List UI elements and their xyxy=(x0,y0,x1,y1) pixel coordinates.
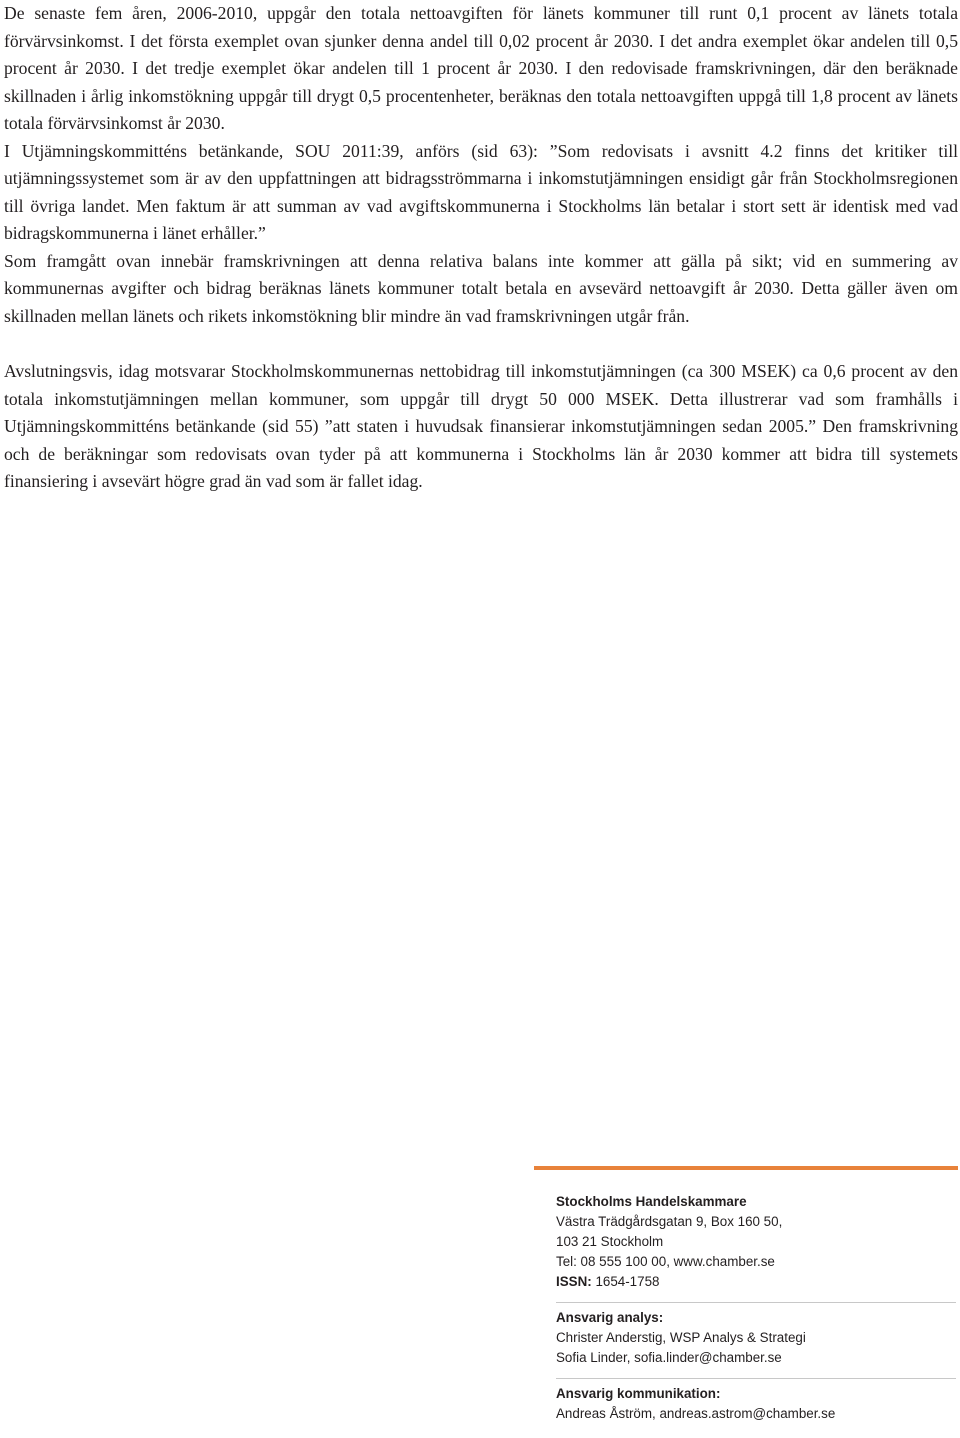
paragraph-conclusion: Avslutningsvis, idag motsvarar Stockholmskommunernas nettobidrag till inkomstutjämningen (ca 300 MSEK) ca 0,6 procent av den totala inkomstutjämningen mellan kommuner, som uppgår till drygt 50 000 MSEK. Detta illustrerar vad som framhålls i Utjämningskommitténs betänkande (sid 55) ”att staten i huvudsak finansierar inkomstutjämningen sedan 2005.” Den framskrivning och de beräkningar som redovisats ovan tyder på att kommunerna i Stockholms län år 2030 kommer att bidra till systemets finansiering i avsevärt högre grad än vad som är fallet idag. xyxy=(4,361,958,491)
org-name: Stockholms Handelskammare xyxy=(556,1194,747,1209)
paragraph-projection: Som framgått ovan innebär framskrivningen att denna relativa balans inte kommer att gälla på sikt; vid en summering av kommunernas avgifter och bidrag beräknas länets kommuner totalt betala en avsevärd nettoavgift år 2030. Detta gäller även om skillnaden mellan länets och rikets inkomstökning blir mindre än vad framskrivningen utgår från. xyxy=(4,250,958,326)
paragraph-net-fee: De senaste fem åren, 2006-2010, uppgår den totala nettoavgiften för länets kommuner till runt 0,1 procent av länets totala förvärvsinkomst. I det första exemplet ovan sjunker denna andel till 0,02 procent år 2030. I det andra exemplet ökar andelen till 0,5 procent år 2030. I det tredje exemplet ökar andelen till 1 procent år 2030. I den redovisade framskrivningen, där den beräknade skillnaden i årlig inkomstökning uppgår till drygt 0,5 procentenheter, beräknas den totala nettoavgiften uppgå till 1,8 procent av länets totala förvärvsinkomst år 2030. xyxy=(4,3,958,133)
publisher-info xyxy=(556,1192,956,1292)
address-line-1: Västra Trädgårdsgatan 9, Box 160 50, xyxy=(556,1214,783,1229)
analysis-credits xyxy=(556,1308,956,1368)
communication-heading: Ansvarig kommunikation: xyxy=(556,1386,721,1401)
communication-person: Andreas Åström, andreas.astrom@chamber.se xyxy=(556,1406,836,1421)
publisher-footer xyxy=(534,1166,958,1421)
contact-line: Tel: 08 555 100 00, www.chamber.se xyxy=(556,1254,775,1269)
communication-credits xyxy=(556,1384,956,1424)
analysis-person-1: Christer Anderstig, WSP Analys & Strategi xyxy=(556,1330,806,1345)
issn-value: 1654-1758 xyxy=(591,1274,660,1289)
analysis-heading: Ansvarig analys: xyxy=(556,1310,664,1325)
issn-line xyxy=(556,1272,956,1292)
footer-accent-rule xyxy=(534,1166,958,1170)
analysis-person-2: Sofia Linder, sofia.linder@chamber.se xyxy=(556,1350,782,1365)
footer-divider-1 xyxy=(556,1302,956,1303)
address-line-2: 103 21 Stockholm xyxy=(556,1234,664,1249)
issn-label: ISSN: xyxy=(556,1274,592,1289)
paragraph-committee-quote: I Utjämningskommitténs betänkande, SOU 2011:39, anförs (sid 63): ”Som redovisats i avsnitt 4.2 finns det kritiker till utjämningssystemet som är av den uppfattningen att bidragsströmmarna i inkomstutjämningen ensidigt går från Stockholmsregionen till övriga landet. Men faktum är att summan av vad avgiftskommunerna i Stockholms län betalar i stort sett är identisk med vad bidragskommunerna i länet erhåller.” xyxy=(4,140,958,243)
body-text xyxy=(4,0,958,496)
footer-divider-2 xyxy=(556,1378,956,1379)
